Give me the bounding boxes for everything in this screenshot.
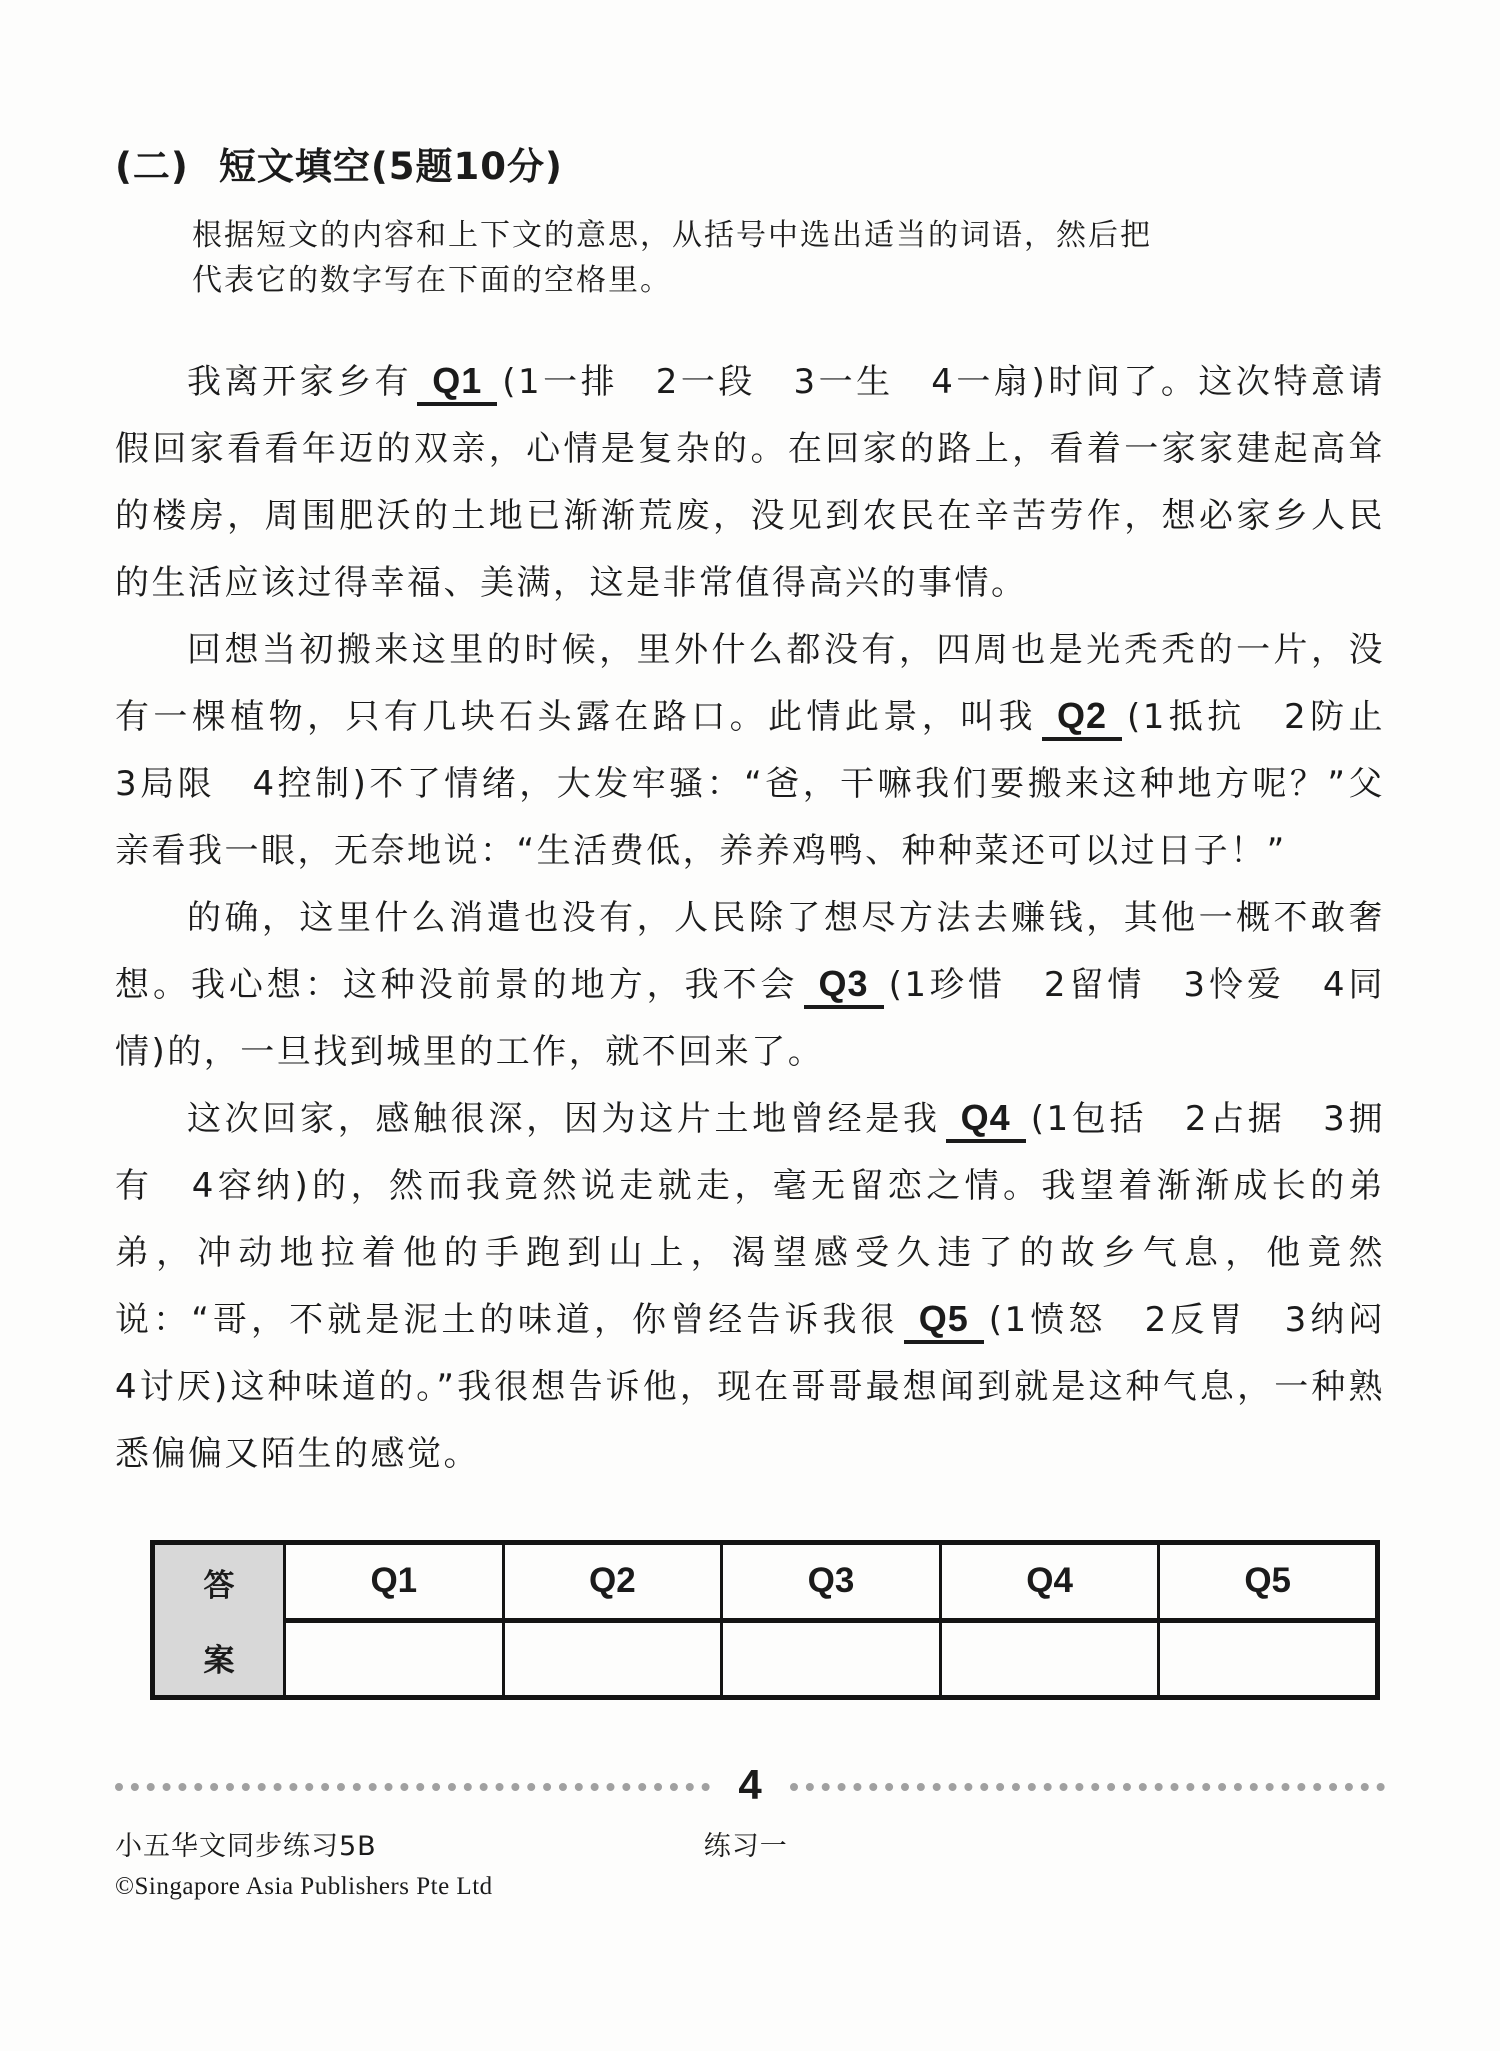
section-title: 短文填空(5题10分) (218, 145, 563, 188)
page-number: 4 (738, 1760, 762, 1808)
passage-text: 的确，这里什么消遣也没有，人民除了想尽方法去赚钱，其他一概不敢奢想。我心想：这种没前景的地方，我不会 (115, 897, 1385, 1005)
instruction-line: 根据短文的内容和上下文的意思，从括号中选出适当的词语，然后把 (192, 217, 1152, 253)
answer-column-header-q2: Q2 (503, 1542, 722, 1621)
answer-column-header-q4: Q4 (940, 1542, 1159, 1621)
fill-blank-q4: Q4 (946, 1096, 1026, 1143)
instruction-line: 代表它的数字写在下面的空格里。 (192, 262, 672, 298)
passage-text: 回想当初搬来这里的时候，里外什么都没有，四周也是光秃秃的一片，没有一棵植物，只有几块石头露在路口。此情此景，叫我 (115, 629, 1385, 737)
section-heading (115, 146, 1385, 189)
answer-cell-q5[interactable] (1159, 1621, 1378, 1697)
section-number: (二) (115, 145, 189, 188)
instruction (192, 213, 1385, 303)
fill-blank-q1: Q1 (417, 359, 497, 406)
dotted-divider-left (115, 1783, 710, 1791)
passage-paragraph (115, 1086, 1422, 1488)
passage-text: (1珍惜 2留情 3怜爱 4同情)的，一旦找到城里的工作，就不回来了。 (115, 964, 1386, 1072)
answer-cell-q4[interactable] (940, 1621, 1159, 1697)
answer-cell-q3[interactable] (722, 1621, 941, 1697)
copyright: ©Singapore Asia Publishers Pte Ltd (115, 1872, 493, 1900)
answer-row-label (153, 1542, 285, 1697)
answer-row-label-char: 案 (203, 1642, 235, 1679)
answer-cell-q1[interactable] (285, 1621, 504, 1697)
footer-meta (115, 1824, 1385, 1863)
dotted-divider-right (790, 1783, 1385, 1791)
passage-text: 我离开家乡有 (187, 361, 413, 402)
answer-column-header-q5: Q5 (1159, 1542, 1378, 1621)
exercise-label: 练习一 (703, 1830, 788, 1862)
passage-text: 这次回家，感触很深，因为这片土地曾经是我 (187, 1098, 941, 1139)
answer-column-header-q3: Q3 (722, 1542, 941, 1621)
fill-blank-q5: Q5 (904, 1297, 984, 1344)
passage-paragraph (115, 885, 1385, 1086)
fill-blank-q3: Q3 (804, 962, 884, 1009)
passage-text: (1一排 2一段 3一生 4一扇)时间了。这次特意请假回家看看年迈的双亲，心情是复杂的。在回家的路上，看着一家家建起高耸的楼房，周围肥沃的土地已渐渐荒废，没见到农民在辛苦劳作，想必家乡人民的生活应该过得幸福、美满，这是非常值得高兴的事情。 (115, 361, 1385, 603)
passage-text: (1抵抗 2防止 3局限 4控制)不了情绪，大发牢骚：“爸，干嘛我们要搬来这种地方呢？”父亲看我一眼，无奈地说：“生活费低，养养鸡鸭、种种菜还可以过日子！” (115, 696, 1422, 871)
passage (115, 349, 1422, 1488)
fill-blank-q2: Q2 (1042, 694, 1122, 741)
answer-column-header-q1: Q1 (285, 1542, 504, 1621)
answer-row-label-char: 答 (203, 1567, 235, 1604)
answer-cell-q2[interactable] (503, 1621, 722, 1697)
answer-table (150, 1540, 1380, 1700)
passage-paragraph (115, 617, 1422, 885)
passage-text: (1包括 2占据 3拥有 4容纳)的，然而我竟然说走就走，毫无留恋之情。我望着渐渐成长的弟弟，冲动地拉着他的手跑到山上，渴望感受久违了的故乡气息，他竟然说：“哥，不就是泥土的味道，你曾经告诉我很 (115, 1098, 1385, 1340)
page-footer-divider (115, 1760, 1385, 1808)
book-title: 小五华文同步练习5B (115, 1830, 377, 1862)
passage-text: (1愤怒 2反胃 3纳闷 4讨厌)这种味道的。”我很想告诉他，现在哥哥最想闻到就是这种气息，一种熟悉偏偏又陌生的感觉。 (115, 1299, 1422, 1474)
passage-paragraph (115, 349, 1385, 617)
